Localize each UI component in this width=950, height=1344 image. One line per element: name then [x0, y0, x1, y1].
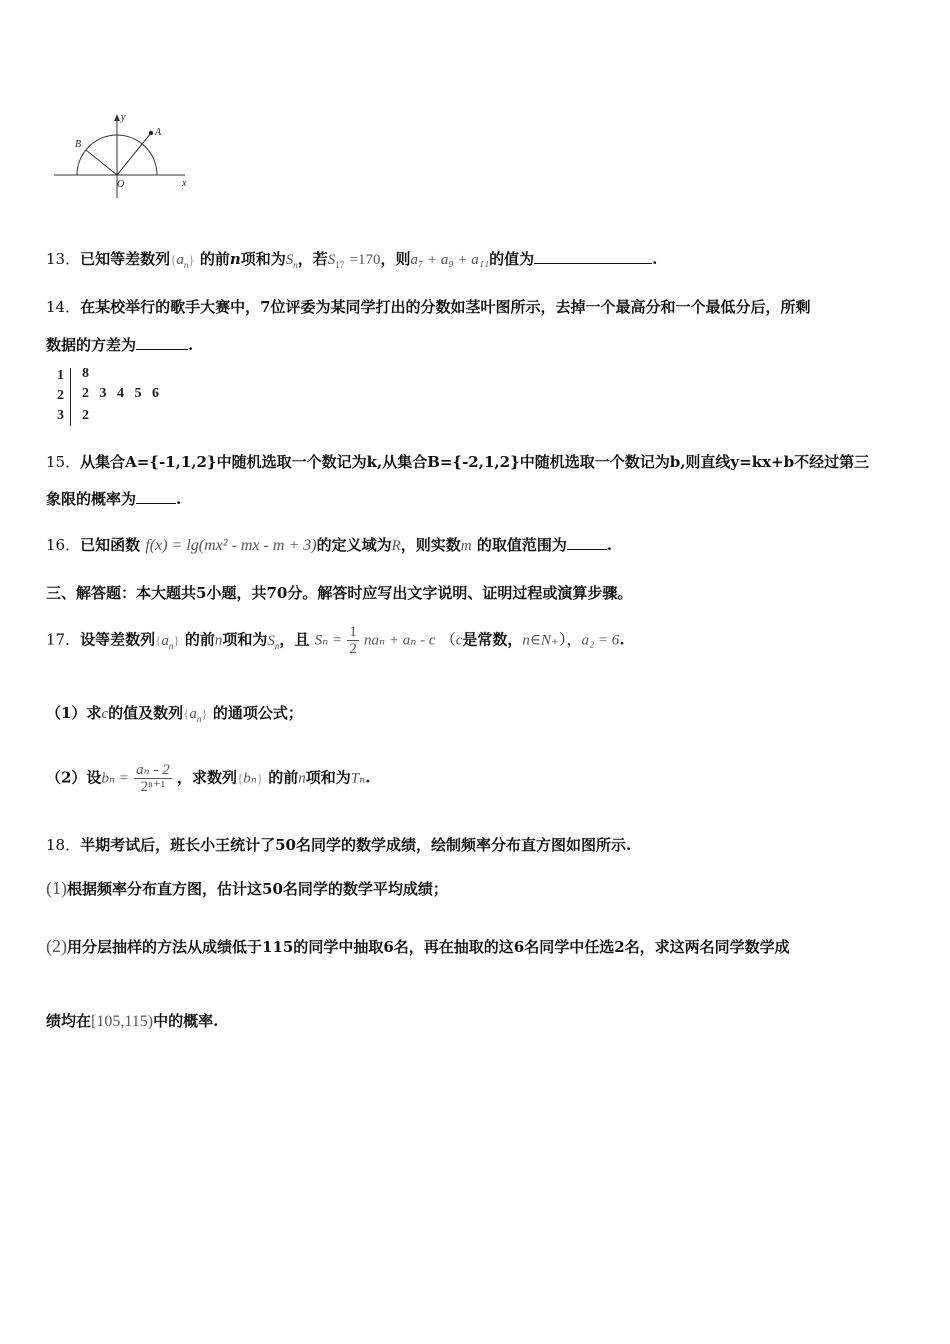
question-14-line1: 14．在某校举行的歌手大赛中，7位评委为某同学打出的分数如茎叶图所示，去掉一个最高分和一个最低分后，所剩: [46, 298, 811, 316]
y-label: y: [121, 112, 126, 123]
question-16: 16．已知函数 f(x) = lg(mx² - mx - m + 3)的定义域为R，则实数m 的取值范围为 .: [46, 536, 613, 554]
y-arrow: [114, 114, 120, 121]
section-heading: 三、解答题：本大题共5小题，共70分。解答时应写出文字说明、证明过程或演算步骤。: [46, 584, 633, 602]
fraction-half: $\frac{1}{2}$: [349, 624, 357, 657]
question-18: 18．半期考试后，班长小王统计了50名同学的数学成绩，绘制频率分布直方图如图所示.: [46, 836, 632, 854]
point-b-label: B: [75, 139, 82, 150]
answer-blank-15[interactable]: [136, 503, 176, 504]
question-18-part1: (1)根据频率分布直方图，估计这50名同学的数学平均成绩；: [46, 878, 448, 898]
stem: 2: [57, 388, 64, 403]
question-15-line1: 15．从集合A={-1,1,2}中随机选取一个数记为k,从集合B={-2,1,2}中随机选取一个数记为b,则直线y=kx+b不经过第三: [46, 453, 870, 471]
question-14-line2: 数据的方差为 .: [46, 336, 194, 354]
leaves: 2 3 4 5 6: [82, 386, 159, 401]
point-a-label: A: [155, 127, 162, 138]
origin-label: O: [117, 179, 125, 190]
question-17: 17．设等差数列$\{a_n\}$ 的前n项和为$S_n$，且 Sₙ = $\frac{1}{2}$ naₙ + aₙ - c （c是常数，n∈N₊），a₂ = 6.: [46, 624, 625, 657]
question-13: 13．已知等差数列$\{a_n\}$ 的前n项和为$S_n$，若$S_{17} =170$，则a₇ + a₉ + a₁₁的值为 .: [46, 250, 658, 270]
question-18-part2-line2: 绩均在[105,115)中的概率.: [46, 1012, 219, 1030]
answer-blank-14[interactable]: [136, 349, 188, 350]
point-a-dot: [149, 131, 153, 135]
answer-blank-16[interactable]: [567, 549, 607, 550]
unit-circle-figure: [50, 108, 200, 203]
x-label: x: [182, 178, 187, 189]
stem-divider: [70, 368, 71, 426]
question-18-part2: (2)用分层抽样的方法从成绩低于115的同学中抽取6名，再在抽取的这6名同学中任选2名，求这两名同学数学成: [46, 936, 790, 956]
ray-oa: [117, 133, 151, 175]
stem: 1: [57, 368, 64, 383]
question-17-part2: （2）设bₙ = $\frac{\text{aₙ - 2}}{\text{2ⁿ⁺¹}}$ ，求数列{bₙ} 的前n项和为Tₙ.: [46, 762, 371, 795]
stem-leaf-plot: [55, 366, 195, 428]
question-15-line2: 象限的概率为 .: [46, 490, 182, 508]
question-17-part1: （1）求c的值及数列$\{a_n\}$ 的通项公式；: [46, 704, 303, 724]
leaves: 2: [82, 408, 89, 423]
leaves: 8: [82, 366, 89, 381]
stem: 3: [57, 408, 64, 423]
ray-ob: [86, 150, 117, 175]
answer-blank-13[interactable]: [534, 263, 652, 264]
fraction-bn: $\frac{\text{aₙ - 2}}{\text{2ⁿ⁺¹}}$: [136, 762, 170, 795]
